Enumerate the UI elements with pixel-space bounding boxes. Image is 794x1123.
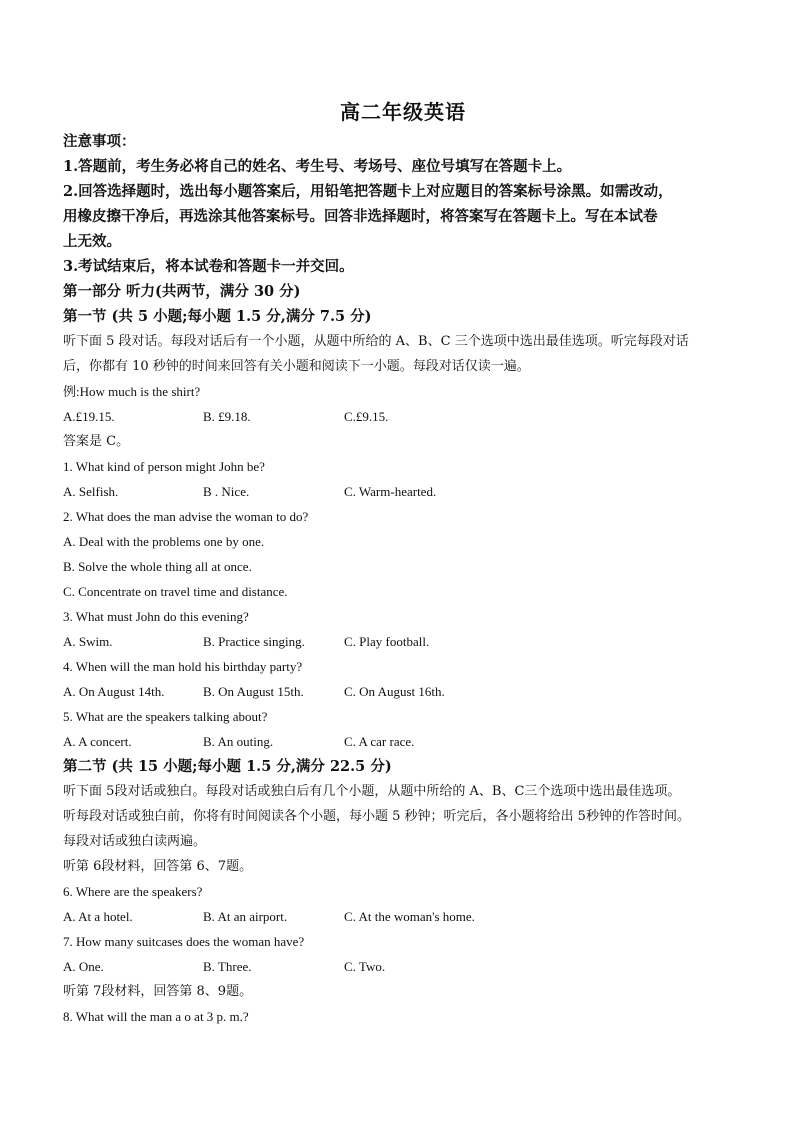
q1-option-c: C. Warm-hearted.: [344, 484, 437, 499]
notice-item-3: 3.考试结束后，将本试卷和答题卡一并交回。: [63, 258, 354, 275]
example-answer: 答案是 C。: [63, 434, 130, 449]
q4-option-a: A. On August 14th.: [63, 684, 165, 699]
notice-heading: 注意事项：: [63, 133, 136, 150]
section2-heading: 第二节 (共 15 小题;每小题 1.5 分,满分 22.5 分): [63, 758, 392, 775]
section2-instructions-line-1: 听下面 5段对话或独白。每段对话或独白后有几个小题，从题中所给的 A、B、C三个选项中选出最佳选项。: [63, 784, 681, 799]
example-option-a: A.£19.15.: [63, 409, 115, 424]
section1-instructions-line-2: 后，你都有 10 秒钟的时间来回答有关小题和阅读下一小题。每段对话仅读一遍。: [63, 359, 530, 374]
q2-option-b: B. Solve the whole thing all at once.: [63, 559, 252, 574]
material-7-intro: 听第 7段材料，回答第 8、9题。: [63, 984, 253, 999]
question-6: 6. Where are the speakers?: [63, 884, 203, 899]
q3-option-a: A. Swim.: [63, 634, 113, 649]
q3-option-b: B. Practice singing.: [203, 634, 305, 649]
question-5: 5. What are the speakers talking about?: [63, 709, 268, 724]
section1-instructions-line-1: 听下面 5 段对话。每段对话后有一个小题，从题中所给的 A、B、C 三个选项中选出最佳选项。听完每段对话: [63, 334, 689, 349]
question-4: 4. When will the man hold his birthday party?: [63, 659, 303, 674]
notice-item-2-line-2: 用橡皮擦干净后，再选涂其他答案标号。回答非选择题时，将答案写在答题卡上。写在本试卷: [63, 208, 658, 225]
question-7: 7. How many suitcases does the woman have?: [63, 934, 305, 949]
q2-option-c: C. Concentrate on travel time and distance.: [63, 584, 288, 599]
q4-option-b: B. On August 15th.: [203, 684, 304, 699]
section2-instructions-line-2: 听每段对话或独白前，你将有时间阅读各个小题，每小题 5 秒钟；听完后，各小题将给出 5秒钟的作答时间。: [63, 809, 690, 824]
question-8: 8. What will the man a o at 3 p. m.?: [63, 1009, 249, 1024]
section1-heading: 第一节 (共 5 小题;每小题 1.5 分,满分 7.5 分): [63, 308, 372, 325]
q7-option-b: B. Three.: [203, 959, 252, 974]
question-3: 3. What must John do this evening?: [63, 609, 249, 624]
notice-item-2-line-1: 2.回答选择题时，选出每小题答案后，用铅笔把答题卡上对应题目的答案标号涂黑。如需改动，: [63, 183, 673, 200]
page-title: 高二年级英语: [340, 100, 466, 124]
q6-option-a: A. At a hotel.: [63, 909, 133, 924]
q6-option-c: C. At the woman's home.: [344, 909, 475, 924]
notice-item-2-line-3: 上无效。: [63, 233, 121, 250]
example-question: 例:How much is the shirt?: [63, 384, 201, 399]
q6-option-b: B. At an airport.: [203, 909, 288, 924]
q5-option-a: A. A concert.: [63, 734, 132, 749]
q5-option-c: C. A car race.: [344, 734, 415, 749]
q7-option-c: C. Two.: [344, 959, 386, 974]
part1-heading: 第一部分 听力(共两节，满分 30 分): [63, 283, 301, 300]
q1-option-b: B . Nice.: [203, 484, 250, 499]
notice-item-1: 1.答题前，考生务必将自己的姓名、考生号、考场号、座位号填写在答题卡上。: [63, 158, 572, 175]
q7-option-a: A. One.: [63, 959, 104, 974]
material-6-intro: 听第 6段材料，回答第 6、7题。: [63, 859, 253, 874]
question-1: 1. What kind of person might John be?: [63, 459, 265, 474]
q1-option-a: A. Selfish.: [63, 484, 119, 499]
q4-option-c: C. On August 16th.: [344, 684, 445, 699]
q2-option-a: A. Deal with the problems one by one.: [63, 534, 265, 549]
section2-instructions-line-3: 每段对话或独白读两遍。: [63, 834, 207, 849]
example-option-c: C.£9.15.: [344, 409, 389, 424]
example-option-b: B. £9.18.: [203, 409, 251, 424]
q3-option-c: C. Play football.: [344, 634, 430, 649]
q5-option-b: B. An outing.: [203, 734, 274, 749]
question-2: 2. What does the man advise the woman to do?: [63, 509, 309, 524]
